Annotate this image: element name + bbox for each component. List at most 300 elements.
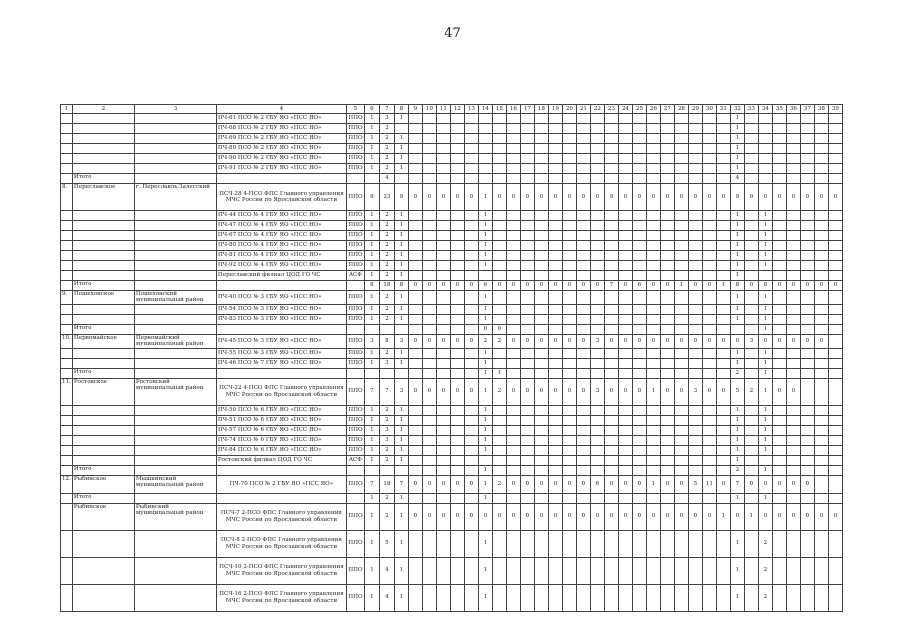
value-cell: 0 [702,378,716,405]
header-cell: 38 [814,105,828,114]
value-cell: 2 [730,465,744,475]
district-cell: Ростовский муниципальный район [134,378,216,405]
row-number-cell [61,134,73,144]
value-cell [632,358,646,368]
value-cell [436,251,450,261]
value-cell [506,425,520,435]
value-cell: 2 [379,314,394,324]
value-cell [646,314,660,324]
value-cell: 1 [364,261,379,271]
value-cell [688,465,702,475]
value-cell [744,530,758,557]
value-cell: 4 [379,584,394,611]
value-cell [576,211,590,221]
row-number-cell [61,144,73,154]
value-cell: 1 [730,114,744,124]
value-cell [688,405,702,415]
value-cell: 1 [730,241,744,251]
value-cell [450,144,464,154]
value-cell [660,154,674,164]
value-cell [772,493,786,503]
value-cell [520,455,534,465]
value-cell [632,324,646,334]
value-cell: 1 [730,144,744,154]
value-cell: 0 [828,184,842,211]
value-cell [618,174,632,184]
value-cell [828,405,842,415]
value-cell [786,557,800,584]
value-cell [478,114,492,124]
value-cell [422,358,436,368]
value-cell [786,368,800,378]
header-cell: 37 [800,105,814,114]
value-cell [646,291,660,305]
value-cell: 2 [379,251,394,261]
value-cell [562,455,576,465]
value-cell [660,241,674,251]
unit-type-cell: АСФ [346,455,364,465]
value-cell [772,154,786,164]
value-cell: 1 [364,291,379,305]
unit-type-cell: ППО [346,435,364,445]
value-cell: 1 [478,368,492,378]
unit-type-cell: ППО [346,314,364,324]
header-cell: 35 [772,105,786,114]
value-cell [702,231,716,241]
value-cell [688,124,702,134]
row-number-cell [61,425,73,435]
value-cell [520,405,534,415]
value-cell [618,221,632,231]
value-cell [506,368,520,378]
row-number-cell [61,584,73,611]
value-cell [604,291,618,305]
value-cell [464,405,478,415]
value-cell: 1 [758,231,772,241]
value-cell [702,114,716,124]
value-cell [450,154,464,164]
value-cell [814,530,828,557]
value-cell [632,221,646,231]
value-cell [379,324,394,334]
value-cell [450,405,464,415]
table-row [61,241,843,251]
value-cell [646,231,660,241]
value-cell: 0 [478,503,492,530]
value-cell [772,358,786,368]
value-cell [436,314,450,324]
value-cell: 9 [730,184,744,211]
value-cell [800,455,814,465]
value-cell [450,530,464,557]
value-cell [562,261,576,271]
value-cell [590,241,604,251]
value-cell [828,164,842,174]
value-cell: 0 [688,503,702,530]
value-cell [562,425,576,435]
value-cell: 2 [379,445,394,455]
value-cell [660,221,674,231]
header-cell: 2 [72,105,134,114]
value-cell [548,415,562,425]
value-cell [492,271,506,281]
unit-type-cell: ППО [346,124,364,134]
header-cell: 25 [632,105,646,114]
value-cell: 0 [814,184,828,211]
value-cell [772,144,786,154]
value-cell [660,124,674,134]
value-cell [590,557,604,584]
value-cell: 1 [364,251,379,261]
value-cell [604,271,618,281]
value-cell: 7 [364,378,379,405]
value-cell: 0 [562,281,576,291]
value-cell [716,405,730,415]
value-cell [814,348,828,358]
value-cell [814,415,828,425]
value-cell [364,368,379,378]
value-cell [660,314,674,324]
header-cell: 6 [364,105,379,114]
value-cell [464,134,478,144]
value-cell: 1 [364,271,379,281]
value-cell [408,154,422,164]
region-cell [72,134,134,144]
value-cell [408,314,422,324]
value-cell: 0 [408,334,422,348]
value-cell: 1 [394,425,408,435]
value-cell [534,405,548,415]
value-cell [772,445,786,455]
value-cell [520,314,534,324]
value-cell [576,405,590,415]
value-cell [534,493,548,503]
value-cell: 0 [688,184,702,211]
value-cell [408,425,422,435]
value-cell [492,291,506,305]
value-cell [422,493,436,503]
value-cell [562,174,576,184]
value-cell [674,405,688,415]
total-row [61,368,843,378]
value-cell [422,415,436,425]
header-cell: 4 [216,105,346,114]
value-cell [590,221,604,231]
value-cell: 1 [478,251,492,261]
value-cell [786,291,800,305]
value-cell [422,530,436,557]
value-cell [492,415,506,425]
value-cell: 1 [364,314,379,324]
value-cell [576,415,590,425]
value-cell [702,241,716,251]
value-cell [394,124,408,134]
value-cell: 1 [758,358,772,368]
value-cell [660,415,674,425]
value-cell: 0 [660,334,674,348]
value-cell: 1 [730,530,744,557]
value-cell [436,211,450,221]
value-cell [618,251,632,261]
unit-name-cell: ПЧ-92 ПСО № 4 ГБУ ЯО «ПСС ЯО» [216,261,346,271]
value-cell: 1 [394,231,408,241]
value-cell [450,348,464,358]
value-cell [716,557,730,584]
value-cell [618,415,632,425]
value-cell [702,368,716,378]
value-cell [702,291,716,305]
value-cell [534,358,548,368]
value-cell: 1 [394,164,408,174]
row-number-cell [61,231,73,241]
value-cell [674,164,688,174]
value-cell [604,261,618,271]
value-cell [576,435,590,445]
value-cell [744,584,758,611]
value-cell [576,314,590,324]
value-cell [646,530,660,557]
value-cell [520,174,534,184]
value-cell: 0 [786,378,800,405]
row-number-cell [61,324,73,334]
row-number-cell [61,124,73,134]
value-cell [464,231,478,241]
unit-name-cell: ПЧ-90 ПСО № 2 ГБУ ЯО «ПСС ЯО» [216,154,346,164]
value-cell [646,368,660,378]
value-cell: 1 [758,435,772,445]
value-cell [492,144,506,154]
unit-type-cell [346,493,364,503]
value-cell [800,493,814,503]
value-cell [716,261,730,271]
value-cell: 1 [364,221,379,231]
district-cell [134,324,216,334]
value-cell: 1 [478,211,492,221]
district-cell [134,584,216,611]
value-cell [814,241,828,251]
value-cell [660,584,674,611]
value-cell [632,425,646,435]
value-cell [646,358,660,368]
value-cell [688,231,702,241]
unit-type-cell [346,465,364,475]
value-cell [688,368,702,378]
table-row [61,334,843,348]
value-cell [618,465,632,475]
value-cell [422,114,436,124]
value-cell [786,231,800,241]
value-cell [534,261,548,271]
value-cell: 0 [436,281,450,291]
value-cell [646,415,660,425]
value-cell: 3 [394,334,408,348]
value-cell [478,164,492,174]
value-cell [688,415,702,425]
value-cell [758,124,772,134]
value-cell [548,405,562,415]
value-cell: 0 [576,334,590,348]
value-cell [436,174,450,184]
row-number-cell [61,251,73,261]
value-cell [744,304,758,314]
value-cell [464,435,478,445]
value-cell [688,584,702,611]
value-cell: 0 [800,281,814,291]
value-cell: 7 [604,281,618,291]
value-cell [506,114,520,124]
value-cell: 7 [730,475,744,493]
value-cell [632,493,646,503]
table-row [61,211,843,221]
value-cell [744,358,758,368]
value-cell: 1 [364,405,379,415]
value-cell: 1 [394,405,408,415]
value-cell [674,174,688,184]
value-cell [646,493,660,503]
value-cell [548,368,562,378]
value-cell [646,221,660,231]
value-cell [436,455,450,465]
value-cell: 3 [379,114,394,124]
value-cell [548,251,562,261]
value-cell [772,114,786,124]
value-cell [492,445,506,455]
value-cell: 0 [786,503,800,530]
value-cell [660,271,674,281]
value-cell: 9 [364,184,379,211]
value-cell [772,425,786,435]
value-cell [590,134,604,144]
value-cell [492,584,506,611]
value-cell [464,324,478,334]
value-cell [716,164,730,174]
value-cell [604,530,618,557]
value-cell [520,144,534,154]
value-cell: 0 [534,184,548,211]
value-cell: 1 [758,261,772,271]
value-cell: 0 [436,184,450,211]
value-cell: 0 [492,184,506,211]
value-cell [646,251,660,261]
value-cell [758,271,772,281]
value-cell [800,348,814,358]
total-row [61,465,843,475]
value-cell [772,455,786,465]
value-cell [800,425,814,435]
value-cell [604,114,618,124]
district-cell [134,314,216,324]
value-cell: 8 [394,281,408,291]
value-cell: 0 [786,334,800,348]
value-cell: 2 [379,134,394,144]
value-cell [716,415,730,425]
value-cell [562,304,576,314]
unit-name-cell: ПЧ-74 ПСО № 6 ГБУ ЯО «ПСС ЯО» [216,435,346,445]
value-cell [814,231,828,241]
value-cell [814,557,828,584]
value-cell: 1 [394,251,408,261]
unit-type-cell: ППО [346,241,364,251]
value-cell [618,231,632,241]
value-cell [408,251,422,261]
value-cell: 0 [674,503,688,530]
region-cell: Ростовское [72,378,134,405]
value-cell [744,291,758,305]
value-cell [422,291,436,305]
value-cell [632,455,646,465]
value-cell: 1 [730,405,744,415]
value-cell [604,368,618,378]
value-cell [800,304,814,314]
table-row [61,455,843,465]
value-cell [646,445,660,455]
value-cell [814,493,828,503]
district-cell [134,134,216,144]
value-cell: 1 [758,378,772,405]
value-cell [520,415,534,425]
value-cell [758,134,772,144]
value-cell [800,465,814,475]
value-cell [828,455,842,465]
value-cell [744,465,758,475]
value-cell [422,557,436,584]
value-cell: 1 [730,445,744,455]
value-cell: 1 [730,584,744,611]
district-cell [134,124,216,134]
value-cell [562,144,576,154]
value-cell [702,455,716,465]
value-cell [786,114,800,124]
value-cell [828,324,842,334]
value-cell [646,261,660,271]
value-cell [674,368,688,378]
unit-type-cell: ППО [346,261,364,271]
unit-name-cell [216,368,346,378]
value-cell [520,114,534,124]
value-cell [786,493,800,503]
value-cell [436,368,450,378]
value-cell [660,530,674,557]
district-cell [134,164,216,174]
value-cell [674,358,688,368]
value-cell [744,211,758,221]
value-cell [632,465,646,475]
value-cell [646,124,660,134]
value-cell: 3 [364,334,379,348]
value-cell [464,241,478,251]
value-cell [562,465,576,475]
unit-type-cell: ППО [346,231,364,241]
region-cell [72,358,134,368]
value-cell [618,557,632,584]
value-cell [506,314,520,324]
value-cell [702,445,716,455]
value-cell [828,211,842,221]
value-cell [618,124,632,134]
value-cell [744,348,758,358]
value-cell [408,445,422,455]
unit-type-cell: ППО [346,291,364,305]
region-cell [72,455,134,465]
value-cell [618,241,632,251]
value-cell [506,530,520,557]
value-cell: 0 [674,184,688,211]
value-cell [716,271,730,281]
value-cell [758,455,772,465]
value-cell [772,211,786,221]
unit-name-cell: ПСЧ-8 2-ПСО ФПС Главного управления МЧС России по Ярославской области [216,530,346,557]
value-cell [688,154,702,164]
